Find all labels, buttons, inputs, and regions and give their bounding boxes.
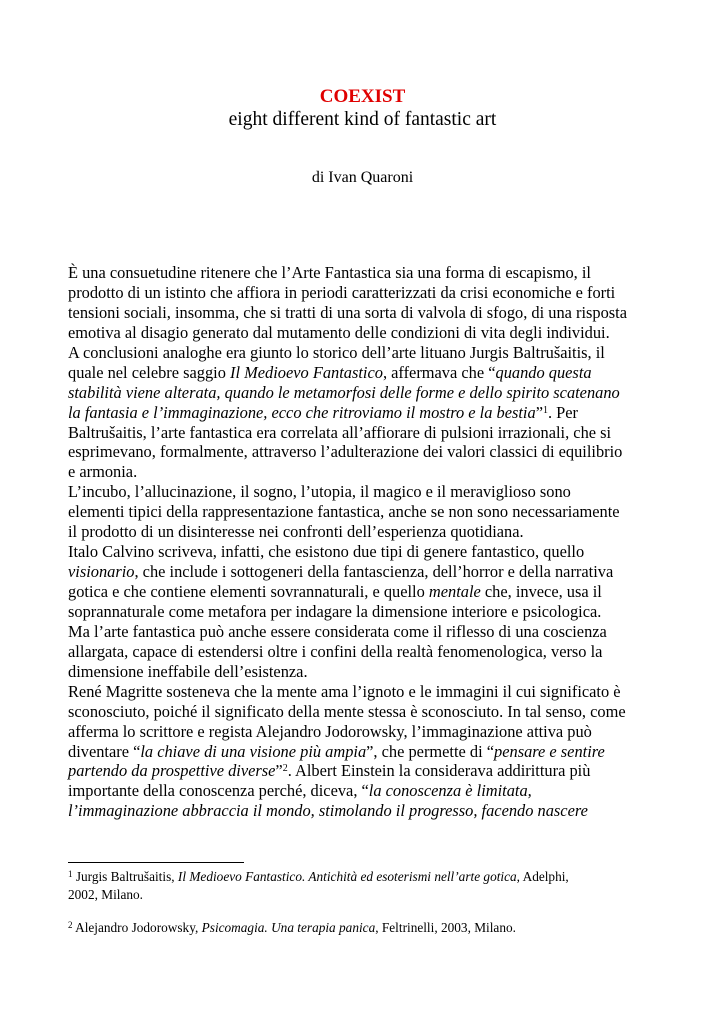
text-run: elementi tipici della rappresentazione fantastica, anche se non sono necessariamente xyxy=(68,502,620,522)
text-line xyxy=(68,761,660,781)
italic-text: visionario xyxy=(68,562,135,582)
text-line xyxy=(68,343,660,363)
italic-text: mentale xyxy=(428,582,481,601)
text-run: importante della conoscenza perché, diceva, “ xyxy=(68,781,369,801)
text-line xyxy=(68,482,660,502)
text-run: e armonia. xyxy=(68,462,138,482)
footnote-marker: 2 xyxy=(68,920,73,930)
text-run: sconosciuto, poiché il significato della mente stessa è sconosciuto. In tal senso, come xyxy=(68,701,626,721)
text-line xyxy=(68,742,660,762)
text-line xyxy=(68,582,660,602)
text-run: diventare “ xyxy=(68,741,141,761)
text-line xyxy=(68,622,660,642)
text-line xyxy=(68,323,660,343)
text-run: Jurgis Baltrušaitis, xyxy=(72,869,178,884)
text-run: È una consuetudine ritenere che l’Arte Fantastica sia una forma di escapismo, il xyxy=(68,263,591,282)
text-line xyxy=(68,442,660,462)
text-line xyxy=(68,263,660,283)
text-run: ”, che permette di “ xyxy=(366,741,495,761)
text-run: tensioni sociali, insomma, che si tratti di una sorta di valvola di sfogo, di una risposta xyxy=(68,302,628,322)
footnote-marker: 1 xyxy=(68,869,73,879)
italic-text: quando questa xyxy=(495,362,592,382)
footnote-marker: 1 xyxy=(542,404,548,416)
italic-text: partendo da prospettive diverse xyxy=(68,761,276,781)
text-line xyxy=(68,522,660,542)
body-text xyxy=(68,263,660,821)
text-run: allargata, capace di estendersi oltre i confini della realtà fenomenologica, verso la xyxy=(68,641,603,661)
text-line xyxy=(68,801,660,821)
text-run: che, invece, usa il xyxy=(480,582,602,601)
text-line xyxy=(68,722,660,742)
text-run: quale nel celebre saggio xyxy=(68,362,231,382)
text-line xyxy=(68,642,660,662)
text-run: , Adelphi, xyxy=(516,869,569,884)
text-run: Italo Calvino scriveva, infatti, che esistono due tipi di genere fantastico, quello xyxy=(68,542,585,562)
text-line xyxy=(68,662,660,682)
text-run: Alejandro Jodorowsky, xyxy=(72,920,202,935)
document-title: COEXIST xyxy=(319,86,406,107)
text-run: . Albert Einstein la considerava addirittura più xyxy=(287,761,591,781)
text-line xyxy=(68,602,660,622)
text-run: , che include i sottogeneri della fantascienza, dell’horror e della narrativa xyxy=(134,562,614,582)
italic-text: Il Medioevo Fantastico xyxy=(230,362,383,382)
text-line xyxy=(68,423,660,443)
text-line xyxy=(68,403,660,423)
footnote-marker: 2 xyxy=(282,763,288,775)
text-run: René Magritte sosteneva che la mente ama l’ignoto e le immagini il cui significato è xyxy=(68,681,621,701)
italic-text: la chiave di una visione più ampia xyxy=(140,741,367,761)
text-line xyxy=(68,886,668,904)
text-run: Baltrušaitis, l’arte fantastica era correlata all’affiorare di pulsioni irrazionali, che si xyxy=(68,422,612,442)
text-line xyxy=(68,542,660,562)
text-run: il prodotto di un disinteresse nei confronti dell’esperienza quotidiana. xyxy=(68,522,524,542)
footnote-1 xyxy=(68,868,668,904)
italic-text: pensare e sentire xyxy=(494,741,605,761)
text-line xyxy=(68,303,660,323)
footnote-separator xyxy=(68,862,244,863)
text-line xyxy=(68,283,660,303)
italic-text: la conoscenza è limitata, xyxy=(368,781,532,801)
text-run: ” xyxy=(535,402,543,422)
text-line xyxy=(68,383,660,403)
text-line xyxy=(68,919,668,937)
text-run: gotica e che contiene elementi sovrannaturali, e quello xyxy=(68,582,429,601)
text-run: . Per xyxy=(547,402,579,422)
italic-text: Psicomagia. Una terapia panica xyxy=(201,920,376,935)
text-run: dimensione ineffabile dell’esistenza. xyxy=(68,661,308,681)
text-run: soprannaturale come metafora per indagare la dimensione interiore e psicologica. xyxy=(68,601,602,621)
italic-text: l’immaginazione abbraccia il mondo, stimolando il progresso, facendo nascere xyxy=(68,801,588,821)
document-subtitle: eight different kind of fantastic art xyxy=(228,109,497,130)
text-run: 2002, Milano. xyxy=(68,887,143,902)
text-run: , Feltrinelli, 2003, Milano. xyxy=(375,920,516,935)
italic-text: Il Medioevo Fantastico. Antichità ed esoterismi nell’arte gotica xyxy=(177,869,517,884)
text-line xyxy=(68,562,660,582)
text-run: ” xyxy=(275,761,283,781)
text-line xyxy=(68,781,660,801)
footnote-2 xyxy=(68,919,668,937)
italic-text: stabilità viene alterata, quando le metamorfosi delle forme e dello spirito scatenano xyxy=(68,382,620,402)
text-run: , affermava che “ xyxy=(382,362,496,382)
text-run: esprimevano, formalmente, attraverso l’adulterazione dei valori classici di equilibrio xyxy=(68,442,623,462)
text-run: L’incubo, l’allucinazione, il sogno, l’utopia, il magico e il meraviglioso sono xyxy=(68,482,571,502)
text-run: Ma l’arte fantastica può anche essere considerata come il riflesso di una coscienza xyxy=(68,621,607,641)
italic-text: la fantasia e l’immaginazione, ecco che ritroviamo il mostro e la bestia xyxy=(68,402,536,422)
text-line xyxy=(68,363,660,383)
text-line xyxy=(68,502,660,522)
text-line xyxy=(68,702,660,722)
text-line xyxy=(68,868,668,886)
text-line xyxy=(68,682,660,702)
text-run: A conclusioni analoghe era giunto lo storico dell’arte lituano Jurgis Baltrušaitis, il xyxy=(68,342,605,362)
text-run: emotiva al disagio generato dal mutamento delle condizioni di vita degli individui. xyxy=(68,322,610,342)
text-run: prodotto di un istinto che affiora in periodi caratterizzati da crisi economiche e forti xyxy=(68,282,616,302)
text-line xyxy=(68,462,660,482)
author-byline: di Ivan Quaroni xyxy=(311,169,414,186)
text-run: afferma lo scrittore e regista Alejandro Jodorowsky, l’immaginazione attiva può xyxy=(68,721,592,741)
